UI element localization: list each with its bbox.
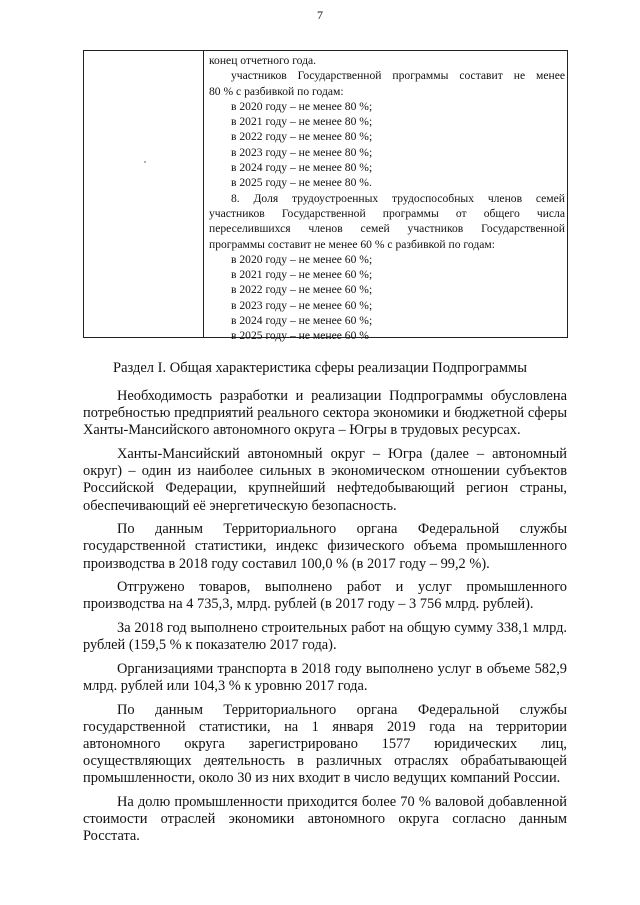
table-line: в 2022 году – не менее 80 %; bbox=[231, 130, 373, 144]
paragraph: На долю промышленности приходится более 70 % валовой добавленной стоимости отраслей экономики автономного округа согласно данным Росстата. bbox=[83, 794, 567, 845]
table-line: конец отчетного года. bbox=[209, 54, 317, 67]
scan-speck bbox=[144, 161, 146, 163]
section-heading: Раздел I. Общая характеристика сферы реализации Подпрограммы bbox=[113, 360, 527, 376]
paragraph: Необходимость разработки и реализации Подпрограммы обусловлена потребностью предприятий реального сектора экономики и бюджетной сферы Ханты-Мансийского автономного округа – Югры в трудовых ресурсах. bbox=[83, 388, 567, 439]
paragraph: За 2018 год выполнено строительных работ на общую сумму 338,1 млрд. рублей (159,5 % к показателю 2017 года). bbox=[83, 620, 567, 654]
table-line: в 2023 году – не менее 60 %; bbox=[231, 298, 373, 312]
table-line: программы составит не менее 60 % с разбивкой по годам: bbox=[209, 237, 495, 251]
table-line: в 2021 году – не менее 80 %; bbox=[231, 115, 373, 129]
table-line: в 2024 году – не менее 80 %; bbox=[231, 161, 373, 175]
table-line: участников Государственной программы составит не менее bbox=[231, 69, 565, 83]
table-line: в 2020 году – не менее 60 %; bbox=[231, 252, 373, 266]
paragraph: Организациями транспорта в 2018 году выполнено услуг в объеме 582,9 млрд. рублей или 104,3 % к уровню 2017 года. bbox=[83, 660, 567, 694]
paragraph: По данным Территориального органа Федеральной службы государственной статистики, на 1 января 2019 года на территории автономного округа зарегистрировано 1577 юридических лиц, осуществляющих деятельность в различных отраслях обрабатывающей промышленности, около 30 из них входит в число ведущих компаний России. bbox=[83, 701, 567, 787]
table-line: в 2022 году – не менее 60 %; bbox=[231, 283, 373, 297]
table-left-cell bbox=[84, 51, 203, 337]
table-line: в 2021 году – не менее 60 %; bbox=[231, 268, 373, 282]
table-right-cell bbox=[209, 53, 565, 344]
table-line: 8. Доля трудоустроенных трудоспособных членов семей bbox=[231, 191, 565, 205]
table-line: в 2025 году – не менее 60 % bbox=[231, 329, 369, 343]
table-line: 80 % с разбивкой по годам: bbox=[209, 84, 344, 98]
table-line: в 2025 году – не менее 80 %. bbox=[231, 176, 372, 190]
table-line: в 2023 году – не менее 80 %; bbox=[231, 145, 373, 159]
table-line: в 2024 году – не менее 60 %; bbox=[231, 314, 373, 328]
program-table bbox=[83, 50, 568, 343]
paragraph: Отгружено товаров, выполнено работ и услуг промышленного производства на 4 735,3, млрд. рублей (в 2017 году – 3 756 млрд. рублей). bbox=[83, 579, 567, 613]
paragraph: Ханты-Мансийский автономный округ – Югра (далее – автономный округ) – один из наиболее сильных в экономическом отношении субъектов Российской Федерации, крупнейший нефтедобывающий регион страны, обеспечивающий её энергетическую безопасность. bbox=[83, 446, 567, 514]
table-line: переселившихся членов семей участников Государственной bbox=[209, 222, 565, 236]
paragraph: По данным Территориального органа Федеральной службы государственной статистики, индекс физического объема промышленного производства в 2018 году составил 100,0 % (в 2017 году – 99,2 %). bbox=[83, 521, 567, 572]
table-line: участников Государственной программы от общего числа bbox=[209, 206, 565, 220]
page-number: 7 bbox=[317, 8, 323, 22]
body-text bbox=[83, 388, 567, 852]
table-line: в 2020 году – не менее 80 %; bbox=[231, 99, 373, 113]
table-column-divider bbox=[203, 51, 204, 337]
